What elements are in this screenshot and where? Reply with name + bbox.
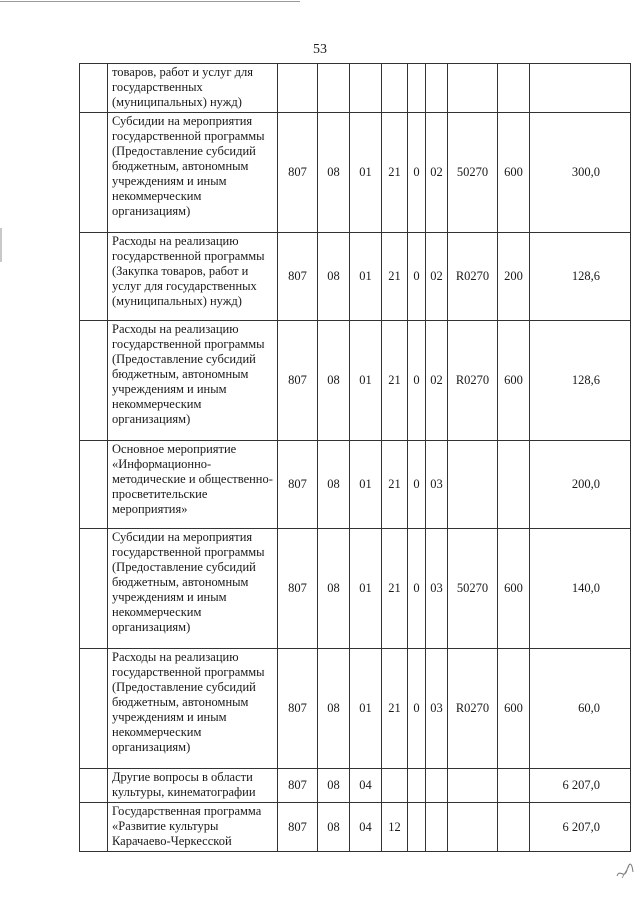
subsection-code-cell: 01 — [350, 321, 382, 441]
section-code-cell: 08 — [318, 113, 350, 233]
ministry-code-cell: 807 — [278, 321, 318, 441]
direction-code-cell: 50270 — [448, 529, 498, 649]
ministry-code-cell: 807 — [278, 649, 318, 769]
table-row — [80, 769, 631, 803]
expense-description: Расходы на реализацию государственной программы (Предоставление субсидий бюджетным, автономным учреждениям и иным некоммерческим организациям) — [108, 649, 278, 769]
program-code-cell: 21 — [382, 529, 408, 649]
program-code-cell: 21 — [382, 441, 408, 529]
event-code-cell — [426, 803, 448, 852]
subsection-code-cell — [350, 64, 382, 113]
direction-code-cell — [448, 803, 498, 852]
amount-cell: 128,6 — [530, 321, 631, 441]
subprogram-code-cell: 0 — [408, 649, 426, 769]
expense-type-code-cell: 200 — [498, 233, 530, 321]
direction-code-cell: R0270 — [448, 233, 498, 321]
subprogram-code-cell — [408, 64, 426, 113]
program-code-cell: 21 — [382, 233, 408, 321]
section-code-cell: 08 — [318, 529, 350, 649]
program-code-cell — [382, 64, 408, 113]
program-code-cell: 21 — [382, 649, 408, 769]
event-code-cell: 02 — [426, 233, 448, 321]
table-row — [80, 233, 631, 321]
expense-description: Субсидии на мероприятия государственной программы (Предоставление субсидий бюджетным, автономным учреждениям и иным некоммерческим организациям) — [108, 113, 278, 233]
expense-description: Расходы на реализацию государственной программы (Предоставление субсидий бюджетным, автономным учреждениям и иным некоммерческим организациям) — [108, 321, 278, 441]
page-number: 53 — [313, 42, 327, 57]
subprogram-code-cell: 0 — [408, 529, 426, 649]
ministry-code-cell: 807 — [278, 233, 318, 321]
event-code-cell: 03 — [426, 529, 448, 649]
expense-description: Государственная программа «Развитие культуры Карачаево-Черкесской — [108, 803, 278, 852]
direction-code-cell — [448, 441, 498, 529]
section-code-cell — [318, 64, 350, 113]
row-number-cell — [80, 649, 108, 769]
ministry-code-cell: 807 — [278, 441, 318, 529]
expense-type-code-cell — [498, 441, 530, 529]
subsection-code-cell: 01 — [350, 113, 382, 233]
subsection-code-cell: 04 — [350, 803, 382, 852]
row-number-cell — [80, 441, 108, 529]
amount-cell: 128,6 — [530, 233, 631, 321]
expense-description: Расходы на реализацию государственной программы (Закупка товаров, работ и услуг для государственных (муниципальных) нужд) — [108, 233, 278, 321]
event-code-cell: 03 — [426, 649, 448, 769]
subsection-code-cell: 01 — [350, 529, 382, 649]
expense-type-code-cell — [498, 769, 530, 803]
amount-cell: 6 207,0 — [530, 803, 631, 852]
subsection-code-cell: 01 — [350, 441, 382, 529]
event-code-cell: 02 — [426, 113, 448, 233]
scan-margin-mark — [0, 228, 2, 262]
expense-type-code-cell: 600 — [498, 113, 530, 233]
section-code-cell: 08 — [318, 649, 350, 769]
row-number-cell — [80, 529, 108, 649]
ministry-code-cell — [278, 64, 318, 113]
scan-edge-line — [0, 1, 300, 2]
amount-cell: 200,0 — [530, 441, 631, 529]
section-code-cell: 08 — [318, 803, 350, 852]
direction-code-cell: R0270 — [448, 321, 498, 441]
budget-table — [79, 63, 631, 852]
expense-type-code-cell: 600 — [498, 649, 530, 769]
amount-cell: 140,0 — [530, 529, 631, 649]
subprogram-code-cell — [408, 803, 426, 852]
ministry-code-cell: 807 — [278, 803, 318, 852]
subprogram-code-cell: 0 — [408, 441, 426, 529]
subprogram-code-cell: 0 — [408, 233, 426, 321]
program-code-cell — [382, 769, 408, 803]
ministry-code-cell: 807 — [278, 769, 318, 803]
event-code-cell — [426, 64, 448, 113]
direction-code-cell: 50270 — [448, 113, 498, 233]
section-code-cell: 08 — [318, 769, 350, 803]
ministry-code-cell: 807 — [278, 113, 318, 233]
section-code-cell: 08 — [318, 321, 350, 441]
row-number-cell — [80, 803, 108, 852]
expense-type-code-cell — [498, 64, 530, 113]
direction-code-cell — [448, 769, 498, 803]
subprogram-code-cell — [408, 769, 426, 803]
event-code-cell: 03 — [426, 441, 448, 529]
subsection-code-cell: 04 — [350, 769, 382, 803]
table-row — [80, 803, 631, 852]
row-number-cell — [80, 64, 108, 113]
event-code-cell — [426, 769, 448, 803]
row-number-cell — [80, 113, 108, 233]
ministry-code-cell: 807 — [278, 529, 318, 649]
amount-cell: 60,0 — [530, 649, 631, 769]
row-number-cell — [80, 233, 108, 321]
section-code-cell: 08 — [318, 233, 350, 321]
table-row — [80, 529, 631, 649]
direction-code-cell — [448, 64, 498, 113]
expense-type-code-cell: 600 — [498, 321, 530, 441]
amount-cell: 6 207,0 — [530, 769, 631, 803]
expense-type-code-cell — [498, 803, 530, 852]
program-code-cell: 21 — [382, 321, 408, 441]
program-code-cell: 21 — [382, 113, 408, 233]
table-row — [80, 649, 631, 769]
program-code-cell: 12 — [382, 803, 408, 852]
expense-type-code-cell: 600 — [498, 529, 530, 649]
subprogram-code-cell: 0 — [408, 321, 426, 441]
section-code-cell: 08 — [318, 441, 350, 529]
subsection-code-cell: 01 — [350, 649, 382, 769]
subprogram-code-cell: 0 — [408, 113, 426, 233]
row-number-cell — [80, 769, 108, 803]
subsection-code-cell: 01 — [350, 233, 382, 321]
event-code-cell: 02 — [426, 321, 448, 441]
row-number-cell — [80, 321, 108, 441]
table-row — [80, 441, 631, 529]
expense-description: товаров, работ и услуг для государственных (муниципальных) нужд) — [108, 64, 278, 113]
handwritten-mark — [614, 858, 636, 882]
expense-description: Субсидии на мероприятия государственной программы (Предоставление субсидий бюджетным, автономным учреждениям и иным некоммерческим организациям) — [108, 529, 278, 649]
direction-code-cell: R0270 — [448, 649, 498, 769]
expense-description: Другие вопросы в области культуры, кинематографии — [108, 769, 278, 803]
amount-cell — [530, 64, 631, 113]
table-row — [80, 321, 631, 441]
table-row — [80, 64, 631, 113]
expense-description: Основное мероприятие «Информационно-методические и общественно-просветительские мероприятия» — [108, 441, 278, 529]
table-row — [80, 113, 631, 233]
amount-cell: 300,0 — [530, 113, 631, 233]
